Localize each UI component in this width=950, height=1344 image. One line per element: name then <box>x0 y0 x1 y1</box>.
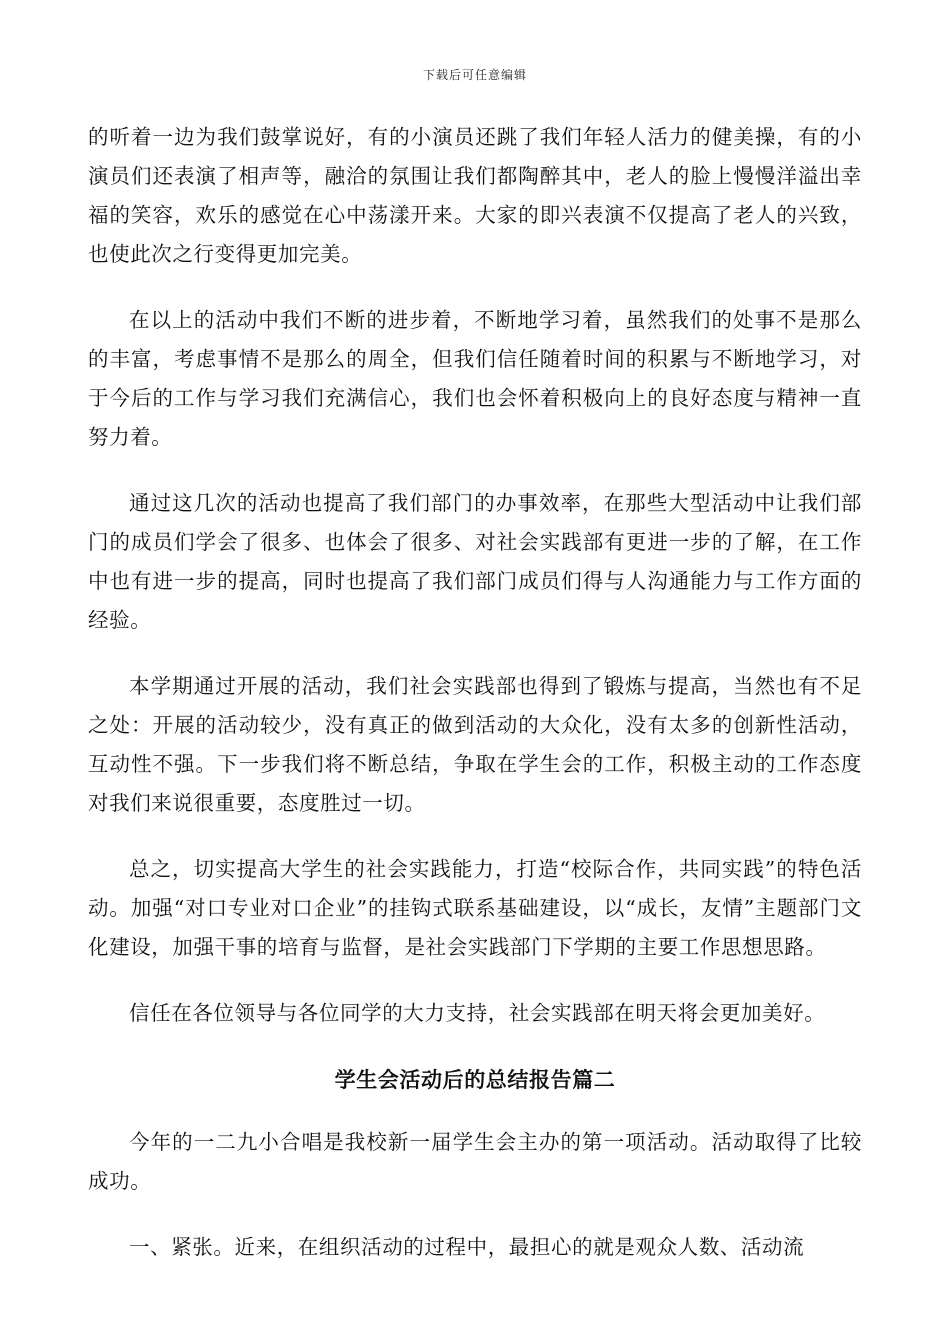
paragraph: 本学期通过开展的活动，我们社会实践部也得到了锻炼与提高，当然也有不足之处：开展的活动较少，没有真正的做到活动的大众化，没有太多的创新性活动，互动性不强。下一步我们将不断总结，争取在学生会的工作，积极主动的工作态度对我们来说很重要，态度胜过一切。 <box>88 674 862 815</box>
document-body <box>88 118 862 1294</box>
paragraph: 信任在各位领导与各位同学的大力支持，社会实践部在明天将会更加美好。 <box>129 1001 826 1025</box>
paragraph: 总之，切实提高大学生的社会实践能力，打造“校际合作，共同实践”的特色活动。加强“对口专业对口企业”的挂钩式联系基础建设，以“成长，友情”主题部门文化建设，加强干事的培育与监督，是社会实践部门下学期的主要工作思想思路。 <box>88 857 862 959</box>
paragraph: 一、紧张。近来，在组织活动的过程中，最担心的就是观众人数、活动流 <box>129 1235 805 1259</box>
paragraph-continuation: 的听着一边为我们鼓掌说好，有的小演员还跳了我们年轻人活力的健美操，有的小演员们还表演了相声等，融洽的氛围让我们都陶醉其中，老人的脸上慢慢洋溢出幸福的笑容，欢乐的感觉在心中荡漾开来。大家的即兴表演不仅提高了老人的兴致，也使此次之行变得更加完美。 <box>88 125 862 266</box>
page-header: 下载后可任意编辑 <box>422 68 527 82</box>
section-heading: 学生会活动后的总结报告篇二 <box>334 1067 616 1092</box>
paragraph: 在以上的活动中我们不断的进步着，不断地学习着，虽然我们的处事不是那么的丰富，考虑事情不是那么的周全，但我们信任随着时间的积累与不断地学习，对于今后的工作与学习我们充满信心，我们也会怀着积极向上的良好态度与精神一直努力着。 <box>88 308 862 449</box>
paragraph: 通过这几次的活动也提高了我们部门的办事效率，在那些大型活动中让我们部门的成员们学会了很多、也体会了很多、对社会实践部有更进一步的了解，在工作中也有进一步的提高，同时也提高了我们部门成员们得与人沟通能力与工作方面的经验。 <box>88 491 862 632</box>
paragraph: 今年的一二九小合唱是我校新一届学生会主办的第一项活动。活动取得了比较成功。 <box>88 1130 862 1193</box>
